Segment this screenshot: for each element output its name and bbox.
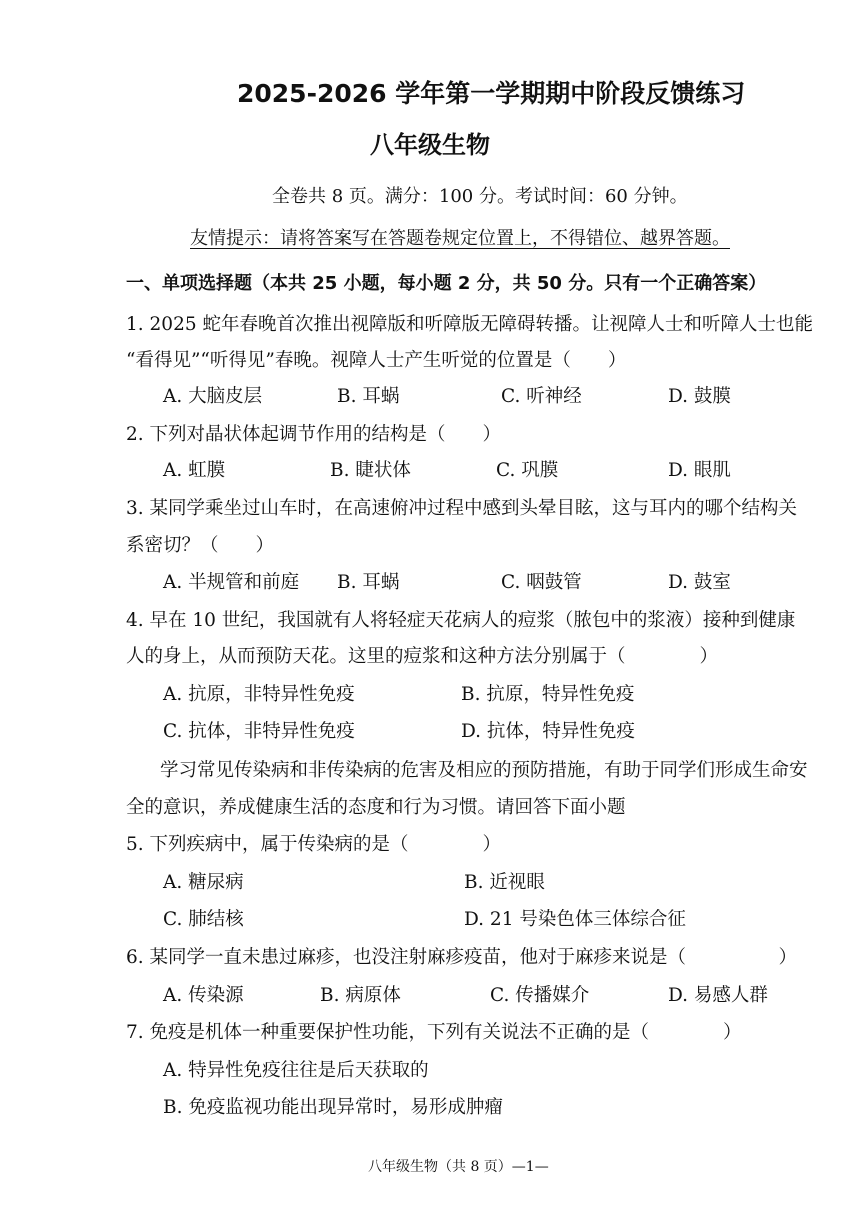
subject-title: 八年级生物	[370, 131, 490, 159]
exam-info: 全卷共 8 页。满分：100 分。考试时间：60 分钟。	[272, 186, 688, 207]
question-5-option-d: D. 21 号染色体三体综合征	[464, 909, 686, 930]
question-1-line-1: 1. 2025 蛇年春晚首次推出视障版和听障版无障碍转播。让视障人士和听障人士也能	[126, 314, 813, 335]
question-4-option-c: C. 抗体，非特异性免疫	[163, 721, 355, 742]
question-3-option-c: C. 咽鼓管	[501, 572, 582, 593]
question-3-line-2: 系密切？（ ）	[126, 535, 275, 556]
question-1-option-d: D. 鼓膜	[668, 386, 731, 407]
question-1-option-a: A. 大脑皮层	[163, 386, 263, 407]
question-4-option-a: A. 抗原，非特异性免疫	[163, 684, 355, 705]
question-4-line-1: 4. 早在 10 世纪，我国就有人将轻症天花病人的痘浆（脓包中的浆液）接种到健康	[126, 610, 796, 631]
question-2-line-1: 2. 下列对晶状体起调节作用的结构是（ ）	[126, 424, 502, 445]
question-3-option-d: D. 鼓室	[668, 572, 731, 593]
question-5-option-b: B. 近视眼	[464, 872, 545, 893]
question-2-option-a: A. 虹膜	[163, 460, 226, 481]
question-2-option-b: B. 睫状体	[330, 460, 411, 481]
question-2-option-d: D. 眼肌	[668, 460, 731, 481]
question-4-option-d: D. 抗体，特异性免疫	[461, 721, 635, 742]
question-6-option-c: C. 传播媒介	[490, 985, 590, 1006]
question-7-option-b: B. 免疫监视功能出现异常时，易形成肿瘤	[163, 1097, 503, 1118]
question-1-option-c: C. 听神经	[501, 386, 582, 407]
context-paragraph-line-2: 全的意识，养成健康生活的态度和行为习惯。请回答下面小题	[126, 797, 626, 818]
question-5-option-c: C. 肺结核	[163, 909, 244, 930]
question-3-line-1: 3. 某同学乘坐过山车时，在高速俯冲过程中感到头晕目眩，这与耳内的哪个结构关	[126, 498, 798, 519]
exam-title: 2025-2026 学年第一学期期中阶段反馈练习	[237, 79, 746, 108]
question-4-line-2: 人的身上，从而预防天花。这里的痘浆和这种方法分别属于（ ）	[126, 646, 719, 667]
question-6-option-b: B. 病原体	[320, 985, 401, 1006]
question-5-option-a: A. 糖尿病	[163, 872, 244, 893]
question-3-option-a: A. 半规管和前庭	[163, 572, 300, 593]
page-footer: 八年级生物（共 8 页）—1—	[368, 1159, 549, 1175]
question-7-line-1: 7. 免疫是机体一种重要保护性功能，下列有关说法不正确的是（ ）	[126, 1022, 742, 1043]
question-5-line-1: 5. 下列疾病中，属于传染病的是（ ）	[126, 834, 502, 855]
friendly-tip: 友情提示：请将答案写在答题卷规定位置上，不得错位、越界答题。	[190, 228, 730, 249]
question-1-line-2: “看得见”“听得见”春晚。视障人士产生听觉的位置是（ ）	[126, 350, 627, 371]
context-paragraph-line-1: 学习常见传染病和非传染病的危害及相应的预防措施，有助于同学们形成生命安	[160, 760, 808, 781]
question-1-option-b: B. 耳蜗	[337, 386, 400, 407]
question-4-option-b: B. 抗原，特异性免疫	[461, 684, 635, 705]
section-heading: 一、单项选择题（本共 25 小题，每小题 2 分，共 50 分。只有一个正确答案）	[126, 273, 767, 294]
question-7-option-a: A. 特异性免疫往往是后天获取的	[163, 1060, 429, 1081]
question-6-option-d: D. 易感人群	[668, 985, 768, 1006]
question-6-option-a: A. 传染源	[163, 985, 244, 1006]
question-2-option-c: C. 巩膜	[496, 460, 559, 481]
question-6-line-1: 6. 某同学一直未患过麻疹，也没注射麻疹疫苗，他对于麻疹来说是（ ）	[126, 947, 798, 968]
question-3-option-b: B. 耳蜗	[337, 572, 400, 593]
